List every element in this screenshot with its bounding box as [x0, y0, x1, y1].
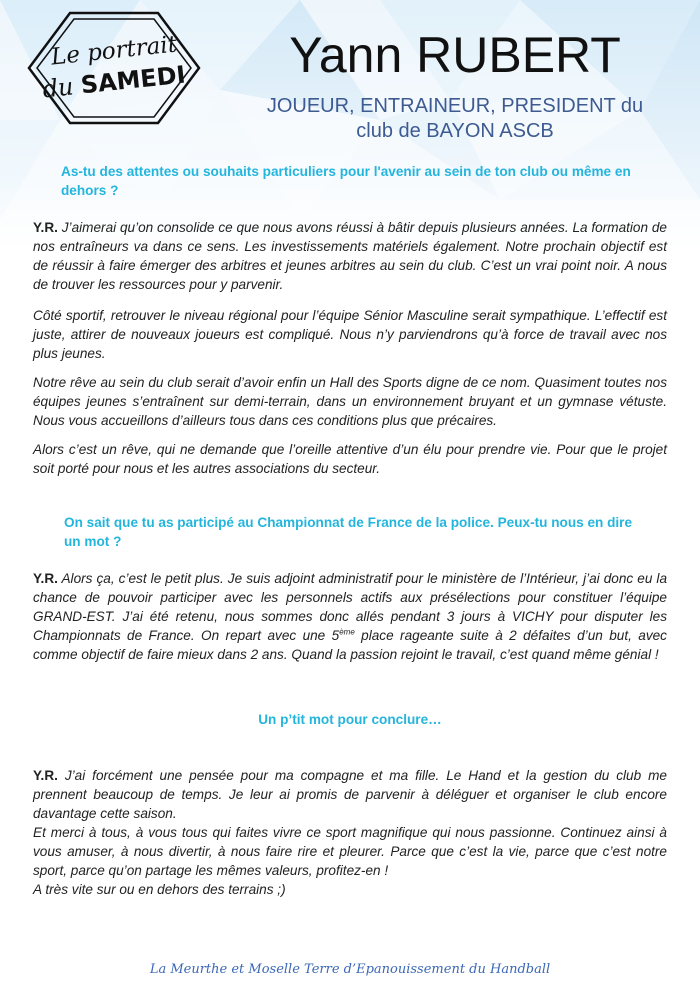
answer-1-paragraph-4: Alors c’est un rêve, qui ne demande que l’oreille attentive d’un élu pour prendre vie. Pour que le projet soit porté pour nous et les autres associations du secteur.: [33, 442, 667, 476]
question-1-line2: dehors ?: [61, 183, 119, 198]
answer-2-text-1: Alors ça, c’est le petit plus. Je suis adjoint administratif pour le ministère de l’Intérieur, j’ai donc eu la chance de pouvoir participer avec les personnels actifs aux présélections pour constituer l’équipe GRAND-EST. J’ai été retenu, nous sommes donc allés pendant 3 jours à VICHY pour disputer les Championnats de France. On repart avec une 5: [33, 571, 667, 643]
question-1-line1: As-tu des attentes ou souhaits particuliers pour l'avenir au sein de ton club ou même en: [61, 164, 631, 179]
logo-text-prefix: du: [41, 72, 75, 104]
answer-3-paragraph: [33, 766, 667, 899]
answer-1-paragraph-3: Notre rêve au sein du club serait d’avoir enfin un Hall des Sports digne de ce nom. Quasiment toutes nos équipes jeunes s’entraînent sur demi-terrain, dans un environnement bruyant et un gymnase vétuste. Nous vous accueillons d’ailleurs tous dans ces conditions plus que précaires.: [33, 375, 667, 428]
question-1: [61, 162, 671, 200]
subtitle-roles: [250, 94, 660, 144]
question-3: Un p’tit mot pour conclure…: [258, 712, 442, 727]
answer-3-text-1: J’ai forcément une pensée pour ma compagne et ma fille. Le Hand et la gestion du club me prennent beaucoup de temps. Je leur ai promis de parvenir à déléguer et organiser le club encore davantage cette saison.: [33, 768, 667, 821]
answer-initials: Y.R.: [33, 220, 58, 235]
answer-2-paragraph: [33, 569, 667, 664]
roles-line1: JOUEUR, ENTRAINEUR, PRESIDENT du: [266, 95, 644, 117]
answer-initials: Y.R.: [33, 768, 58, 783]
answer-initials: Y.R.: [33, 571, 58, 586]
answer-3-line3: A très vite sur ou en dehors des terrains ;): [33, 882, 286, 897]
answer-1-paragraph-2: Côté sportif, retrouver le niveau régional pour l’équipe Sénior Masculine serait sympathique. L’effectif est juste, attirer de nouveaux joueurs est compliqué. Nous n’y parviendrons qu’à force de travail avec nos plus jeunes.: [33, 308, 667, 361]
logo-text-bold: SAMEDI: [79, 60, 187, 100]
answer-3-line1: [33, 766, 667, 823]
logo-text-line1: Le portrait: [49, 31, 179, 71]
answer-2-text-2: place rageante suite à 2 défaites d’un but, avec comme objectif de faire mieux dans 2 ans. Quand la passion rejoint le travail, c’est quand même génial !: [33, 628, 667, 662]
answer-1-paragraph-1: [33, 218, 667, 294]
answer-1-text-1: J’aimerai qu’on consolide ce que nous avons réussi à bâtir depuis plusieurs années. La formation de nos entraîneurs va dans ce sens. Les investissements matériels également. Notre prochain objectif est de réussir à faire émerger des arbitres et jeunes arbitres au sein du club. C’est un vrai point noir. A nous de trouver les ressources pour y parvenir.: [33, 220, 667, 292]
page-title: Yann RUBERT: [289, 27, 621, 83]
question-2-line1: On sait que tu as participé au Championnat de France de la police. Peux-tu nous en dire: [64, 515, 633, 530]
portrait-du-samedi-logo: [26, 10, 202, 126]
answer-3-line2: Et merci à tous, à vous tous qui faites vivre ce sport magnifique qui nous passionne. Continuez ainsi à vous amuser, à nous divertir, à nous faire rire et pleurer. Parce que c’est la vie, parce que c’est notre sport, parce qu’on partage les mêmes valeurs, profitez-en !: [33, 825, 667, 878]
question-2-line2: un mot ?: [64, 534, 122, 549]
answer-2-superscript: ème: [339, 627, 355, 637]
roles-line2: club de BAYON ASCB: [356, 120, 554, 142]
question-2: [64, 513, 664, 551]
footer-slogan: La Meurthe et Moselle Terre d’Epanouissement du Handball: [149, 962, 551, 977]
